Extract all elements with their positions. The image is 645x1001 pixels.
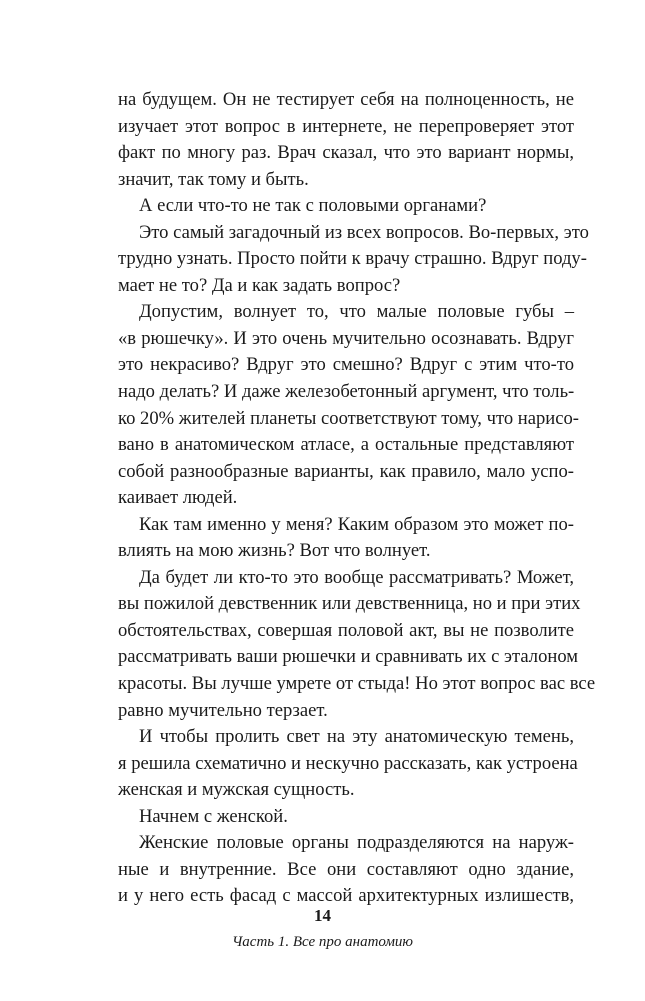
text-line: факт по многу раз. Врач сказал, что это вариант нормы, <box>118 142 574 164</box>
text-line: ко 20% жителей планеты соответствуют тому, что нарисо- <box>118 407 579 429</box>
text-line: изучает этот вопрос в интернете, не перепроверяет этот <box>118 115 574 137</box>
text-line: обстоятельствах, совершая половой акт, вы не позволите <box>118 619 574 641</box>
text-line: А если что-то не так с половыми органами? <box>139 195 487 217</box>
text-line: надо делать? И даже железобетонный аргумент, что толь- <box>118 381 575 403</box>
text-line: Как там именно у меня? Каким образом это может по- <box>139 513 574 535</box>
text-line: Допустим, волнует то, что малые половые губы – <box>139 301 574 323</box>
text-line: трудно узнать. Просто пойти к врачу страшно. Вдруг поду- <box>118 248 587 270</box>
text-line: ные и внутренние. Все они составляют одно здание, <box>118 858 574 880</box>
text-line: на будущем. Он не тестирует себя на полноценность, не <box>118 89 574 110</box>
page-number: 14 <box>314 906 331 925</box>
text-line: это некрасиво? Вдруг это смешно? Вдруг с этим что-то <box>118 354 574 376</box>
text-line: вано в анатомическом атласе, а остальные представляют <box>118 434 574 456</box>
text-line: и у него есть фасад с массой архитектурных излишеств, <box>118 885 574 907</box>
body-text <box>118 87 596 910</box>
text-line: «в рюшечку». И это очень мучительно осознавать. Вдруг <box>118 327 574 349</box>
text-line: собой разнообразные варианты, как правило, мало успо- <box>118 460 574 482</box>
text-line: равно мучительно терзает. <box>118 699 328 721</box>
text-line: И чтобы пролить свет на эту анатомическую темень, <box>139 726 574 748</box>
text-line: каивает людей. <box>118 487 238 509</box>
text-line: влиять на мою жизнь? Вот что волнует. <box>118 540 431 562</box>
text-line: женская и мужская сущность. <box>118 779 355 801</box>
text-line: вы пожилой девственник или девственница, но и при этих <box>118 593 581 615</box>
text-line: рассматривать ваши рюшечки и сравнивать их с эталоном <box>118 646 579 668</box>
text-line: значит, так тому и быть. <box>118 168 309 190</box>
text-line: Женские половые органы подразделяются на наруж- <box>139 832 574 854</box>
text-line: Начнем с женской. <box>139 805 288 827</box>
text-line: мает не то? Да и как задать вопрос? <box>118 274 401 296</box>
running-footer-title: Часть 1. Все про анатомию <box>231 934 414 950</box>
text-line: красоты. Вы лучше умрете от стыда! Но этот вопрос вас все <box>118 673 596 695</box>
text-line: Это самый загадочный из всех вопросов. Во-первых, это <box>139 221 589 243</box>
text-line: Да будет ли кто-то это вообще рассматривать? Может, <box>139 566 574 588</box>
text-line: я решила схематично и нескучно рассказать, как устроена <box>118 752 578 774</box>
